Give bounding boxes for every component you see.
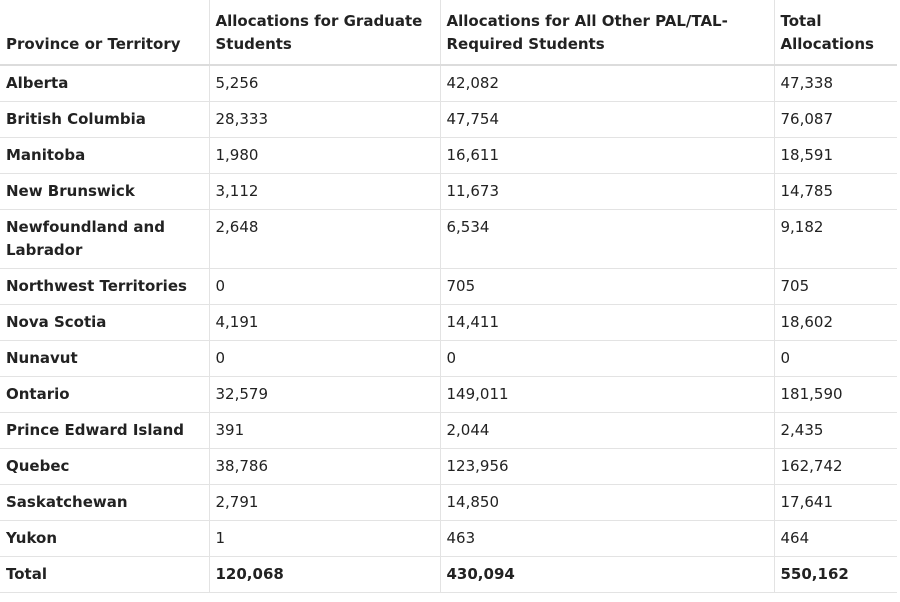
graduate-cell: 3,112 — [209, 174, 440, 210]
other-cell: 0 — [440, 341, 774, 377]
total-label: Total — [0, 557, 209, 593]
total-row — [0, 557, 897, 593]
graduate-cell: 1 — [209, 521, 440, 557]
total-cell: 17,641 — [774, 485, 897, 521]
province-cell: Newfoundland and Labrador — [0, 210, 209, 269]
province-cell: Nunavut — [0, 341, 209, 377]
province-cell: Quebec — [0, 449, 209, 485]
graduate-cell: 4,191 — [209, 305, 440, 341]
province-cell: Yukon — [0, 521, 209, 557]
table-row — [0, 305, 897, 341]
total-cell: 18,602 — [774, 305, 897, 341]
other-cell: 47,754 — [440, 102, 774, 138]
graduate-cell: 2,791 — [209, 485, 440, 521]
total-graduate: 120,068 — [209, 557, 440, 593]
graduate-cell: 0 — [209, 269, 440, 305]
table-row — [0, 341, 897, 377]
province-cell: Northwest Territories — [0, 269, 209, 305]
other-cell: 6,534 — [440, 210, 774, 269]
graduate-cell: 5,256 — [209, 65, 440, 102]
province-cell: Ontario — [0, 377, 209, 413]
graduate-cell: 2,648 — [209, 210, 440, 269]
table-row — [0, 65, 897, 102]
other-cell: 11,673 — [440, 174, 774, 210]
other-cell: 123,956 — [440, 449, 774, 485]
table-row — [0, 102, 897, 138]
province-cell: Saskatchewan — [0, 485, 209, 521]
other-cell: 14,850 — [440, 485, 774, 521]
table-row — [0, 174, 897, 210]
table-row — [0, 210, 897, 269]
graduate-cell: 32,579 — [209, 377, 440, 413]
total-cell: 705 — [774, 269, 897, 305]
table-row — [0, 485, 897, 521]
header-graduate: Allocations for Graduate Students — [209, 0, 440, 65]
graduate-cell: 0 — [209, 341, 440, 377]
total-cell: 76,087 — [774, 102, 897, 138]
table-row — [0, 449, 897, 485]
graduate-cell: 38,786 — [209, 449, 440, 485]
table-row — [0, 377, 897, 413]
other-cell: 42,082 — [440, 65, 774, 102]
table-row — [0, 521, 897, 557]
graduate-cell: 391 — [209, 413, 440, 449]
total-cell: 181,590 — [774, 377, 897, 413]
total-cell: 14,785 — [774, 174, 897, 210]
graduate-cell: 1,980 — [209, 138, 440, 174]
header-total: Total Allocations — [774, 0, 897, 65]
header-province: Province or Territory — [0, 0, 209, 65]
total-cell: 2,435 — [774, 413, 897, 449]
table-row — [0, 138, 897, 174]
graduate-cell: 28,333 — [209, 102, 440, 138]
other-cell: 149,011 — [440, 377, 774, 413]
other-cell: 14,411 — [440, 305, 774, 341]
total-cell: 464 — [774, 521, 897, 557]
province-cell: Alberta — [0, 65, 209, 102]
total-cell: 18,591 — [774, 138, 897, 174]
header-row — [0, 0, 897, 65]
total-cell: 9,182 — [774, 210, 897, 269]
total-all: 550,162 — [774, 557, 897, 593]
other-cell: 705 — [440, 269, 774, 305]
province-cell: Prince Edward Island — [0, 413, 209, 449]
province-cell: New Brunswick — [0, 174, 209, 210]
other-cell: 463 — [440, 521, 774, 557]
province-cell: Nova Scotia — [0, 305, 209, 341]
total-cell: 162,742 — [774, 449, 897, 485]
header-other: Allocations for All Other PAL/TAL-Required Students — [440, 0, 774, 65]
table-row — [0, 269, 897, 305]
province-cell: Manitoba — [0, 138, 209, 174]
table-row — [0, 413, 897, 449]
other-cell: 16,611 — [440, 138, 774, 174]
total-cell: 47,338 — [774, 65, 897, 102]
province-cell: British Columbia — [0, 102, 209, 138]
other-cell: 2,044 — [440, 413, 774, 449]
total-cell: 0 — [774, 341, 897, 377]
total-other: 430,094 — [440, 557, 774, 593]
